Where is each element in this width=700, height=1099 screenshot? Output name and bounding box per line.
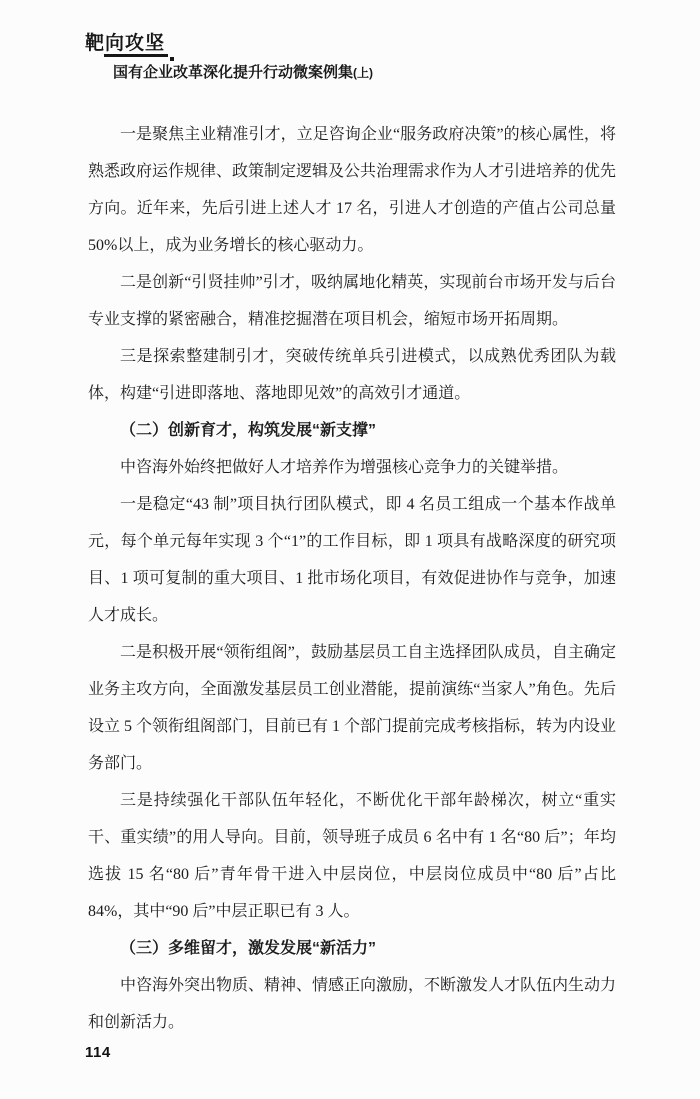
- section-heading: （二）创新育才，构筑发展“新支撑”: [120, 422, 377, 439]
- logo-underline: [104, 54, 168, 57]
- page-footer: [85, 1044, 111, 1062]
- page-number: 114: [85, 1044, 111, 1061]
- paragraph: 二是创新“引贤挂帅”引才，吸纳属地化精英，实现前台市场开发与后台专业支撑的紧密融合，精准挖掘潜在项目机会，缩短市场开拓周期。: [88, 274, 616, 328]
- paragraph: 中咨海外突出物质、精神、情感正向激励，不断激发人才队伍内生动力和创新活力。: [88, 977, 617, 1031]
- series-logo: [85, 33, 165, 55]
- paragraph: 一是聚焦主业精准引才，立足咨询企业“服务政府决策”的核心属性，将熟悉政府运作规律、政策制定逻辑及公共治理需求作为人才引进培养的优先方向。近年来，先后引进上述人才 17 名，引进人才创造的产值占公司总量 50%以上，成为业务增长的核心驱动力。: [88, 126, 617, 254]
- page-header: [85, 33, 373, 82]
- logo-text-part2: 攻坚: [125, 33, 166, 54]
- paragraph: 三是持续强化干部队伍年轻化，不断优化干部年龄梯次，树立“重实干、重实绩”的用人导向。目前，领导班子成员 6 名中有 1 名“80 后”；年均选拔 15 名“80 后”青年骨干进入中层岗位，中层岗位成员中“80 后”占比 84%，其中“90 后”中层正职已有 3 人。: [88, 792, 616, 920]
- paragraph: 一是稳定“43 制”项目执行团队模式，即 4 名员工组成一个基本作战单元，每个单元每年实现 3 个“1”的工作目标，即 1 项具有战略深度的研究项目、1 项可复制的重大项目、1 批市场化项目，有效促进协作与竞争，加速人才成长。: [88, 496, 616, 624]
- paragraph: 三是探索整建制引才，突破传统单兵引进模式，以成熟优秀团队为载体，构建“引进即落地、落地即见效”的高效引才通道。: [88, 348, 616, 402]
- body-text: [88, 116, 616, 1041]
- paragraph: 中咨海外始终把做好人才培养作为增强核心竞争力的关键举措。: [120, 459, 569, 476]
- paragraph: 二是积极开展“领衔组阁”，鼓励基层员工自主选择团队成员，自主确定业务主攻方向，全面激发基层员工创业潜能，提前演练“当家人”角色。先后设立 5 个领衔组阁部门，目前已有 1 个部门提前完成考核指标，转为内设业务部门。: [88, 644, 617, 772]
- book-subtitle: [113, 61, 373, 82]
- book-subtitle-text: 国有企业改革深化提升行动微案例集: [113, 64, 354, 81]
- book-subtitle-volume: (上): [353, 66, 374, 80]
- logo-dot: [170, 57, 174, 61]
- logo-text-part1: 靶向: [85, 33, 126, 54]
- section-heading: （三）多维留才，激发发展“新活力”: [120, 940, 377, 957]
